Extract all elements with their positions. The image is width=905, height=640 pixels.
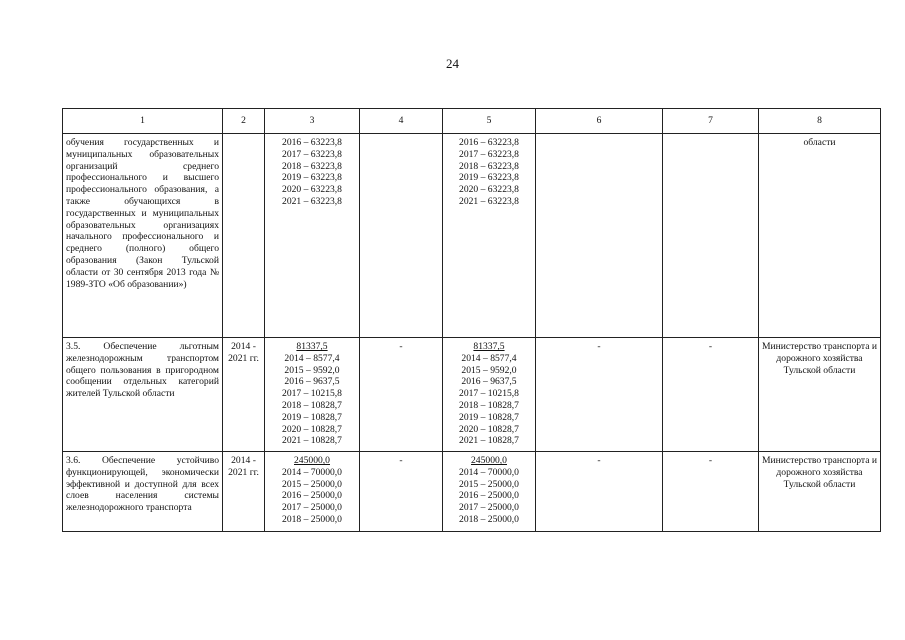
total-funding-cell	[265, 452, 360, 532]
activity-description: обучения государственных и муниципальных образовательных организаций среднего профессионального и высшего профессионального образования, а также обучающихся в государственных и муниципальных образовательных организациях начального профессионального и среднего (полного) общего образования (Закон Тульской области от 30 сентября 2013 года № 1989-ЗТО «Об образовании»)	[63, 134, 223, 338]
header-row	[63, 109, 881, 134]
year-amount: 2018 – 25000,0	[459, 513, 519, 525]
year-amount: 2018 – 10828,7	[282, 399, 342, 411]
regional-funding-cell	[443, 134, 536, 338]
regional-funding-cell	[443, 452, 536, 532]
period-cell	[223, 134, 265, 338]
header-cell: 5	[443, 109, 536, 134]
year-amount: 2017 – 25000,0	[459, 502, 519, 514]
header-cell: 6	[536, 109, 663, 134]
federal-funding-cell	[360, 134, 443, 338]
local-funding-cell: -	[536, 338, 663, 452]
year-amount: 2020 – 63223,8	[459, 184, 519, 196]
year-amount: 2016 – 63223,8	[282, 137, 342, 148]
year-amount: 2016 – 25000,0	[459, 490, 519, 502]
year-amount: 2014 – 70000,0	[459, 466, 519, 478]
year-amount: 2015 – 9592,0	[284, 364, 340, 376]
year-amount: 2020 – 10828,7	[282, 423, 342, 435]
year-amount: 2016 – 25000,0	[282, 490, 342, 502]
year-amount: 2019 – 63223,8	[459, 172, 519, 184]
year-amount: 2017 – 63223,8	[459, 148, 519, 160]
local-funding-cell: -	[536, 452, 663, 532]
extra-funding-cell	[663, 134, 759, 338]
page-number: 24	[446, 56, 459, 71]
year-amount: 2019 – 10828,7	[282, 411, 342, 423]
year-amount: 2017 – 10215,8	[282, 388, 342, 400]
year-amount: 2021 – 63223,8	[459, 195, 519, 207]
extra-funding-cell: -	[663, 338, 759, 452]
year-amount: 2021 – 10828,7	[282, 435, 342, 447]
program-table	[62, 108, 881, 532]
year-amount: 2015 – 25000,0	[459, 478, 519, 490]
total-amount: 81337,5	[473, 341, 505, 352]
year-amount: 2016 – 9637,5	[461, 376, 517, 388]
year-amount: 2018 – 10828,7	[459, 399, 519, 411]
year-amount: 2016 – 63223,8	[459, 137, 519, 148]
total-funding-cell	[265, 338, 360, 452]
year-amount: 2020 – 10828,7	[459, 423, 519, 435]
year-amount: 2018 – 25000,0	[282, 513, 342, 525]
year-amount: 2019 – 63223,8	[282, 172, 342, 184]
header-cell: 4	[360, 109, 443, 134]
year-amount: 2018 – 63223,8	[459, 160, 519, 172]
year-amount: 2015 – 25000,0	[282, 478, 342, 490]
year-amount: 2021 – 10828,7	[459, 435, 519, 447]
extra-funding-cell: -	[663, 452, 759, 532]
period-cell: 2014 - 2021 гг.	[223, 338, 265, 452]
year-amount: 2017 – 25000,0	[282, 502, 342, 514]
period-cell: 2014 - 2021 гг.	[223, 452, 265, 532]
year-amount: 2018 – 63223,8	[282, 160, 342, 172]
header-cell: 7	[663, 109, 759, 134]
regional-funding-cell	[443, 338, 536, 452]
year-amount: 2015 – 9592,0	[461, 364, 517, 376]
year-amount: 2017 – 10215,8	[459, 388, 519, 400]
federal-funding-cell: -	[360, 452, 443, 532]
year-amount: 2014 – 8577,4	[284, 352, 340, 364]
year-amount: 2014 – 8577,4	[461, 352, 517, 364]
year-amount: 2019 – 10828,7	[459, 411, 519, 423]
total-amount: 245000,0	[294, 455, 330, 466]
total-amount: 245000,0	[471, 455, 507, 466]
header-cell: 3	[265, 109, 360, 134]
total-amount: 81337,5	[296, 341, 328, 352]
executor-cell: области	[759, 134, 881, 338]
executor-cell: Министерство транспорта и дорожного хозяйства Тульской области	[759, 452, 881, 532]
header-cell: 1	[63, 109, 223, 134]
header-cell: 8	[759, 109, 881, 134]
year-amount: 2016 – 9637,5	[284, 376, 340, 388]
table-row	[63, 452, 881, 532]
local-funding-cell	[536, 134, 663, 338]
activity-description: 3.6. Обеспечение устойчиво функционирующей, экономически эффективной и доступной для всех слоев населения системы железнодорожного транспорта	[63, 452, 223, 532]
activity-description: 3.5. Обеспечение льготным железнодорожным транспортом общего пользования в пригородном сообщении отдельных категорий жителей Тульской области	[63, 338, 223, 452]
table-row	[63, 134, 881, 338]
federal-funding-cell: -	[360, 338, 443, 452]
year-amount: 2020 – 63223,8	[282, 184, 342, 196]
year-amount: 2017 – 63223,8	[282, 148, 342, 160]
table-row	[63, 338, 881, 452]
total-funding-cell	[265, 134, 360, 338]
header-cell: 2	[223, 109, 265, 134]
executor-cell: Министерство транспорта и дорожного хозяйства Тульской области	[759, 338, 881, 452]
year-amount: 2014 – 70000,0	[282, 466, 342, 478]
year-amount: 2021 – 63223,8	[282, 195, 342, 207]
